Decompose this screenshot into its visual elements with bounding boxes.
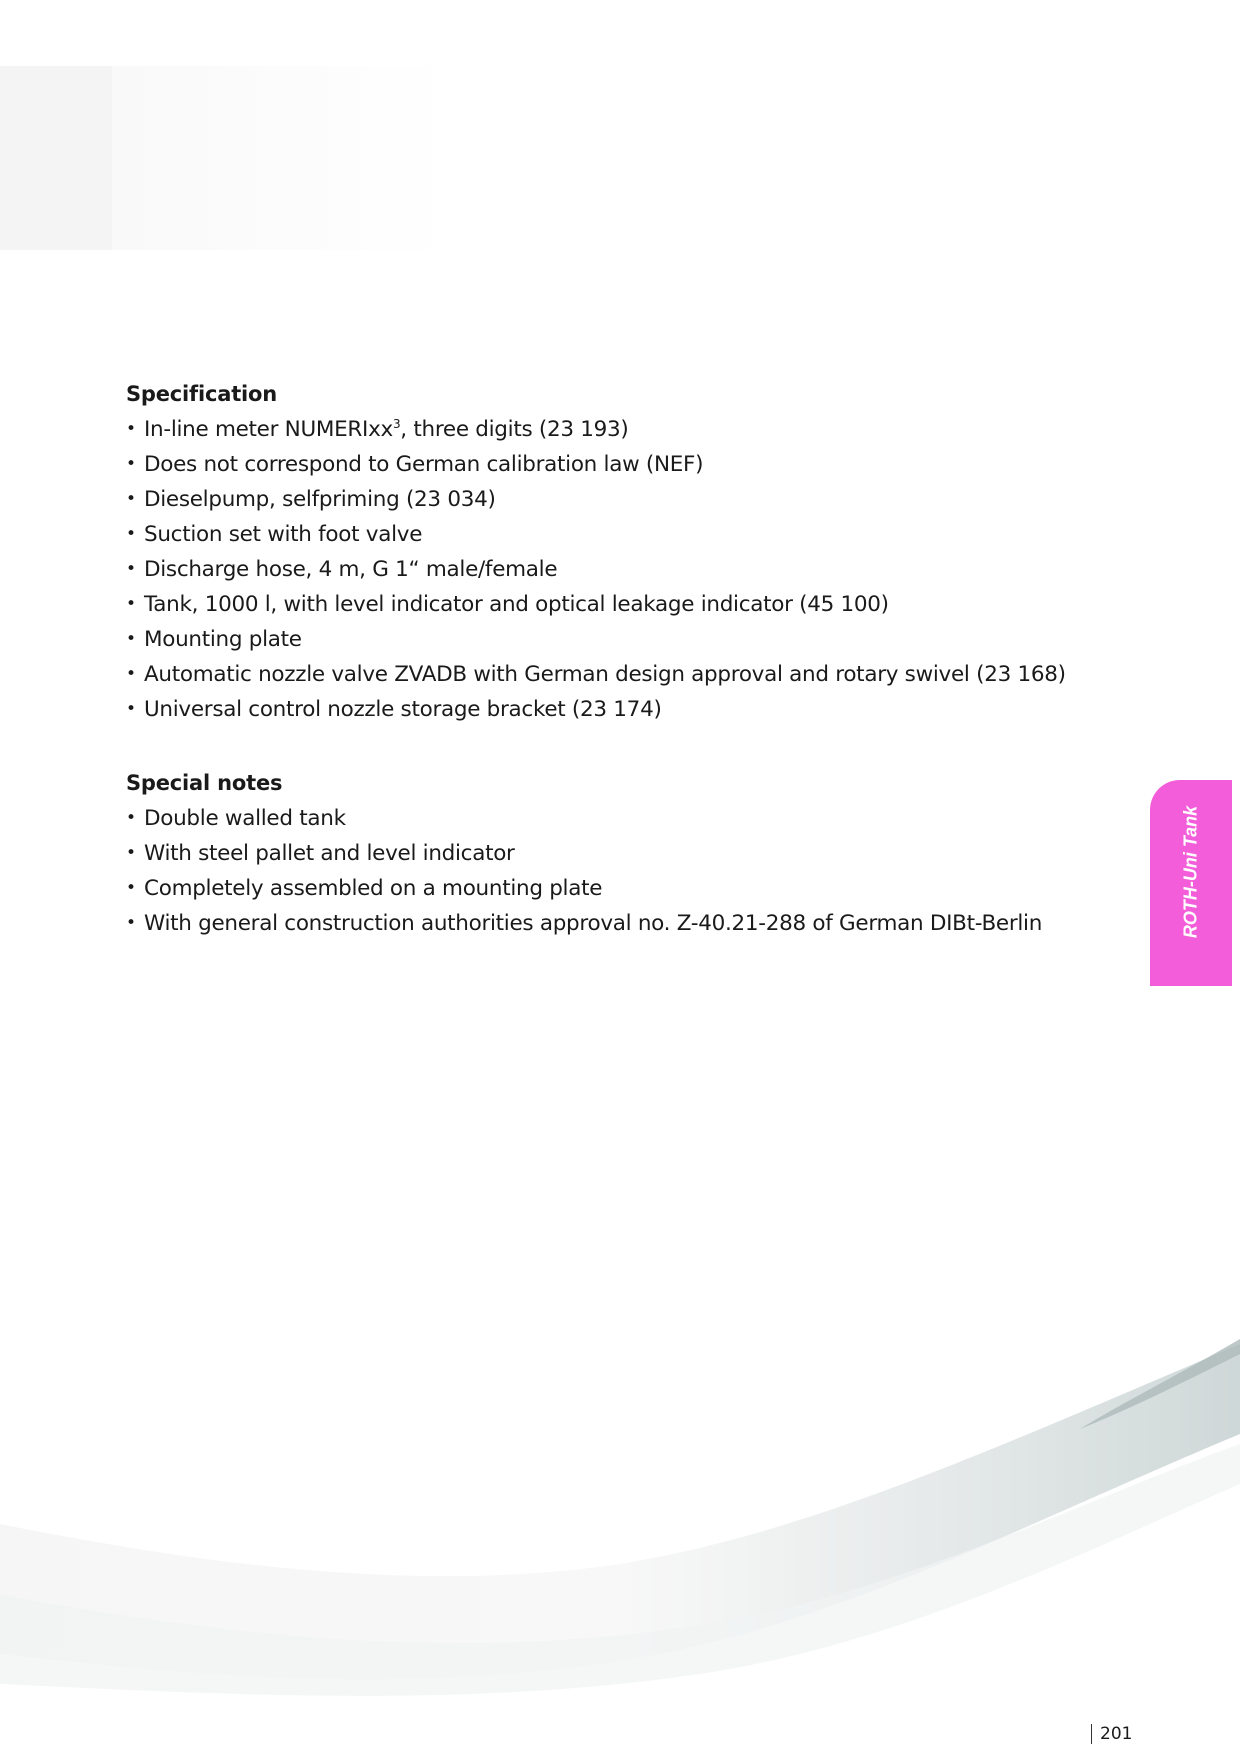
side-tab-label: ROTH-Uni Tank <box>1180 805 1201 939</box>
list-item: • Double walled tank <box>126 801 1086 836</box>
list-item: • With steel pallet and level indicator <box>126 836 1086 871</box>
special-notes-list <box>126 801 1086 941</box>
superscript: 3 <box>392 416 401 431</box>
list-item: • Suction set with foot valve <box>126 517 1086 552</box>
list-item: • Does not correspond to German calibration law (NEF) <box>126 447 1086 482</box>
content-area <box>126 382 1086 941</box>
list-item: • Discharge hose, 4 m, G 1“ male/female <box>126 552 1086 587</box>
section-side-tab <box>1150 780 1232 986</box>
list-item: • With general construction authorities approval no. Z-40.21-288 of German DIBt-Berlin <box>126 906 1086 941</box>
page-number: 201 <box>1091 1724 1132 1744</box>
list-item: • Tank, 1000 l, with level indicator and optical leakage indicator (45 100) <box>126 587 1086 622</box>
list-item: • Mounting plate <box>126 622 1086 657</box>
list-item: • Universal control nozzle storage bracket (23 174) <box>126 692 1086 727</box>
specification-list <box>126 412 1086 727</box>
list-item: • Automatic nozzle valve ZVADB with German design approval and rotary swivel (23 168) <box>126 657 1086 692</box>
list-item: • In-line meter NUMERIxx$^3$, three digits (23 193) <box>126 412 1086 447</box>
specification-heading: Specification <box>126 382 278 406</box>
list-item: • Completely assembled on a mounting plate <box>126 871 1086 906</box>
water-splash-decoration <box>0 1234 1240 1754</box>
special-notes-heading: Special notes <box>126 771 283 795</box>
list-item: • Dieselpump, selfpriming (23 034) <box>126 482 1086 517</box>
background-panel-accent <box>0 66 112 250</box>
